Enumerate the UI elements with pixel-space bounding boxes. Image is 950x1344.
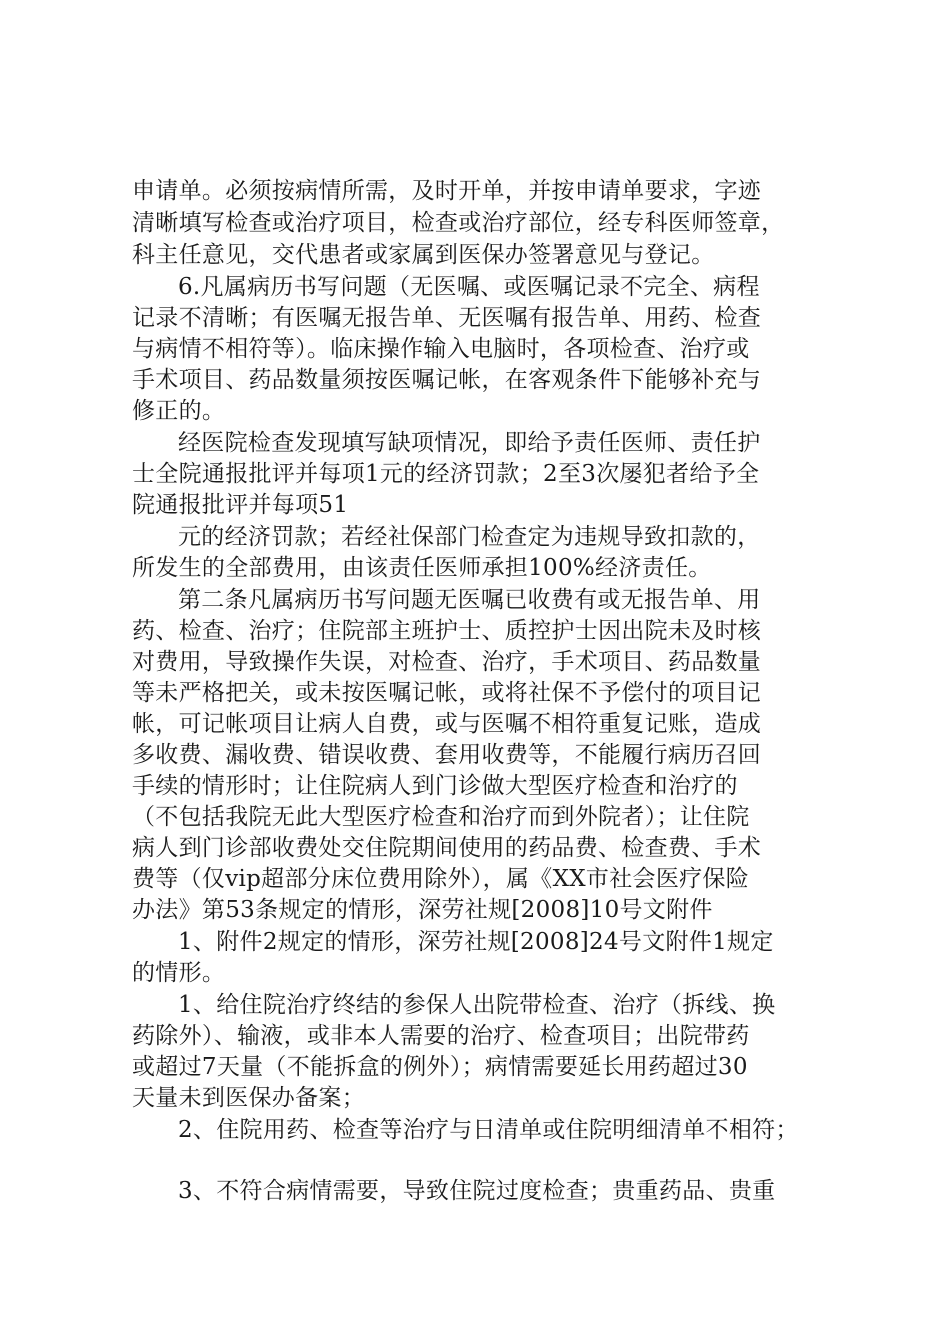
text-line: 院通报批评并每项51	[132, 492, 349, 518]
text-line: 申请单。必须按病情所需，及时开单，并按申请单要求，字迹	[132, 178, 762, 204]
paragraph-start-line: 元的经济罚款；若经社保部门检查定为违规导致扣款的，	[178, 524, 761, 550]
text-line: 等未严格把关，或未按医嘱记帐，或将社保不予偿付的项目记	[132, 680, 762, 706]
paragraph-start-line: 1、附件2规定的情形，深劳社规[2008]24号文附件1规定	[178, 929, 774, 955]
text-line: 药、检查、治疗；住院部主班护士、质控护士因出院未及时核	[132, 618, 762, 644]
text-line: （不包括我院无此大型医疗检查和治疗而到外院者）；让住院	[132, 804, 750, 830]
text-line: 手续的情形时；让住院病人到门诊做大型医疗检查和治疗的	[132, 773, 738, 799]
paragraph-start-line: 2、住院用药、检查等治疗与日清单或住院明细清单不相符；	[178, 1117, 799, 1143]
text-line: 多收费、漏收费、错误收费、套用收费等，不能履行病历召回	[132, 742, 762, 768]
text-line: 记录不清晰；有医嘱无报告单、无医嘱有报告单、用药、检查	[132, 305, 762, 331]
text-line: 士全院通报批评并每项1元的经济罚款；2至3次屡犯者给予全	[132, 461, 760, 487]
text-line: 对费用，导致操作失误，对检查、治疗，手术项目、药品数量	[132, 649, 762, 675]
paragraph-start-line: 6.凡属病历书写问题（无医嘱、或医嘱记录不完全、病程	[178, 274, 760, 300]
text-line: 清晰填写检查或治疗项目，检查或治疗部位，经专科医师签章，	[132, 210, 785, 236]
text-line: 费等（仅vip超部分床位费用除外），属《XX市社会医疗保险	[132, 866, 750, 892]
text-line: 科主任意见，交代患者或家属到医保办签署意见与登记。	[132, 242, 715, 268]
text-line: 帐，可记帐项目让病人自费，或与医嘱不相符重复记账，造成	[132, 711, 762, 737]
text-line: 办法》第53条规定的情形，深劳社规[2008]10号文附件	[132, 897, 713, 923]
paragraph-start-line: 1、给住院治疗终结的参保人出院带检查、治疗（拆线、换	[178, 992, 776, 1018]
text-line: 药除外）、输液，或非本人需要的治疗、检查项目；出院带药	[132, 1023, 750, 1049]
text-line: 的情形。	[132, 960, 226, 986]
text-line: 所发生的全部费用，由该责任医师承担100%经济责任。	[132, 555, 712, 581]
text-line: 与病情不相符等）。临床操作输入电脑时，各项检查、治疗或	[132, 336, 750, 362]
text-line: 或超过7天量（不能拆盒的例外）；病情需要延长用药超过30	[132, 1054, 748, 1080]
paragraph-start-line: 经医院检查发现填写缺项情况，即给予责任医师、责任护	[178, 430, 761, 456]
paragraph-start-line: 3、不符合病情需要，导致住院过度检查；贵重药品、贵重	[178, 1178, 776, 1204]
paragraph-start-line: 第二条凡属病历书写问题无医嘱已收费有或无报告单、用	[178, 587, 761, 613]
text-line: 病人到门诊部收费处交住院期间使用的药品费、检查费、手术	[132, 835, 762, 861]
text-line: 天量未到医保办备案；	[132, 1085, 365, 1111]
text-line: 手术项目、药品数量须按医嘱记帐，在客观条件下能够补充与	[132, 367, 762, 393]
text-line: 修正的。	[132, 398, 226, 424]
